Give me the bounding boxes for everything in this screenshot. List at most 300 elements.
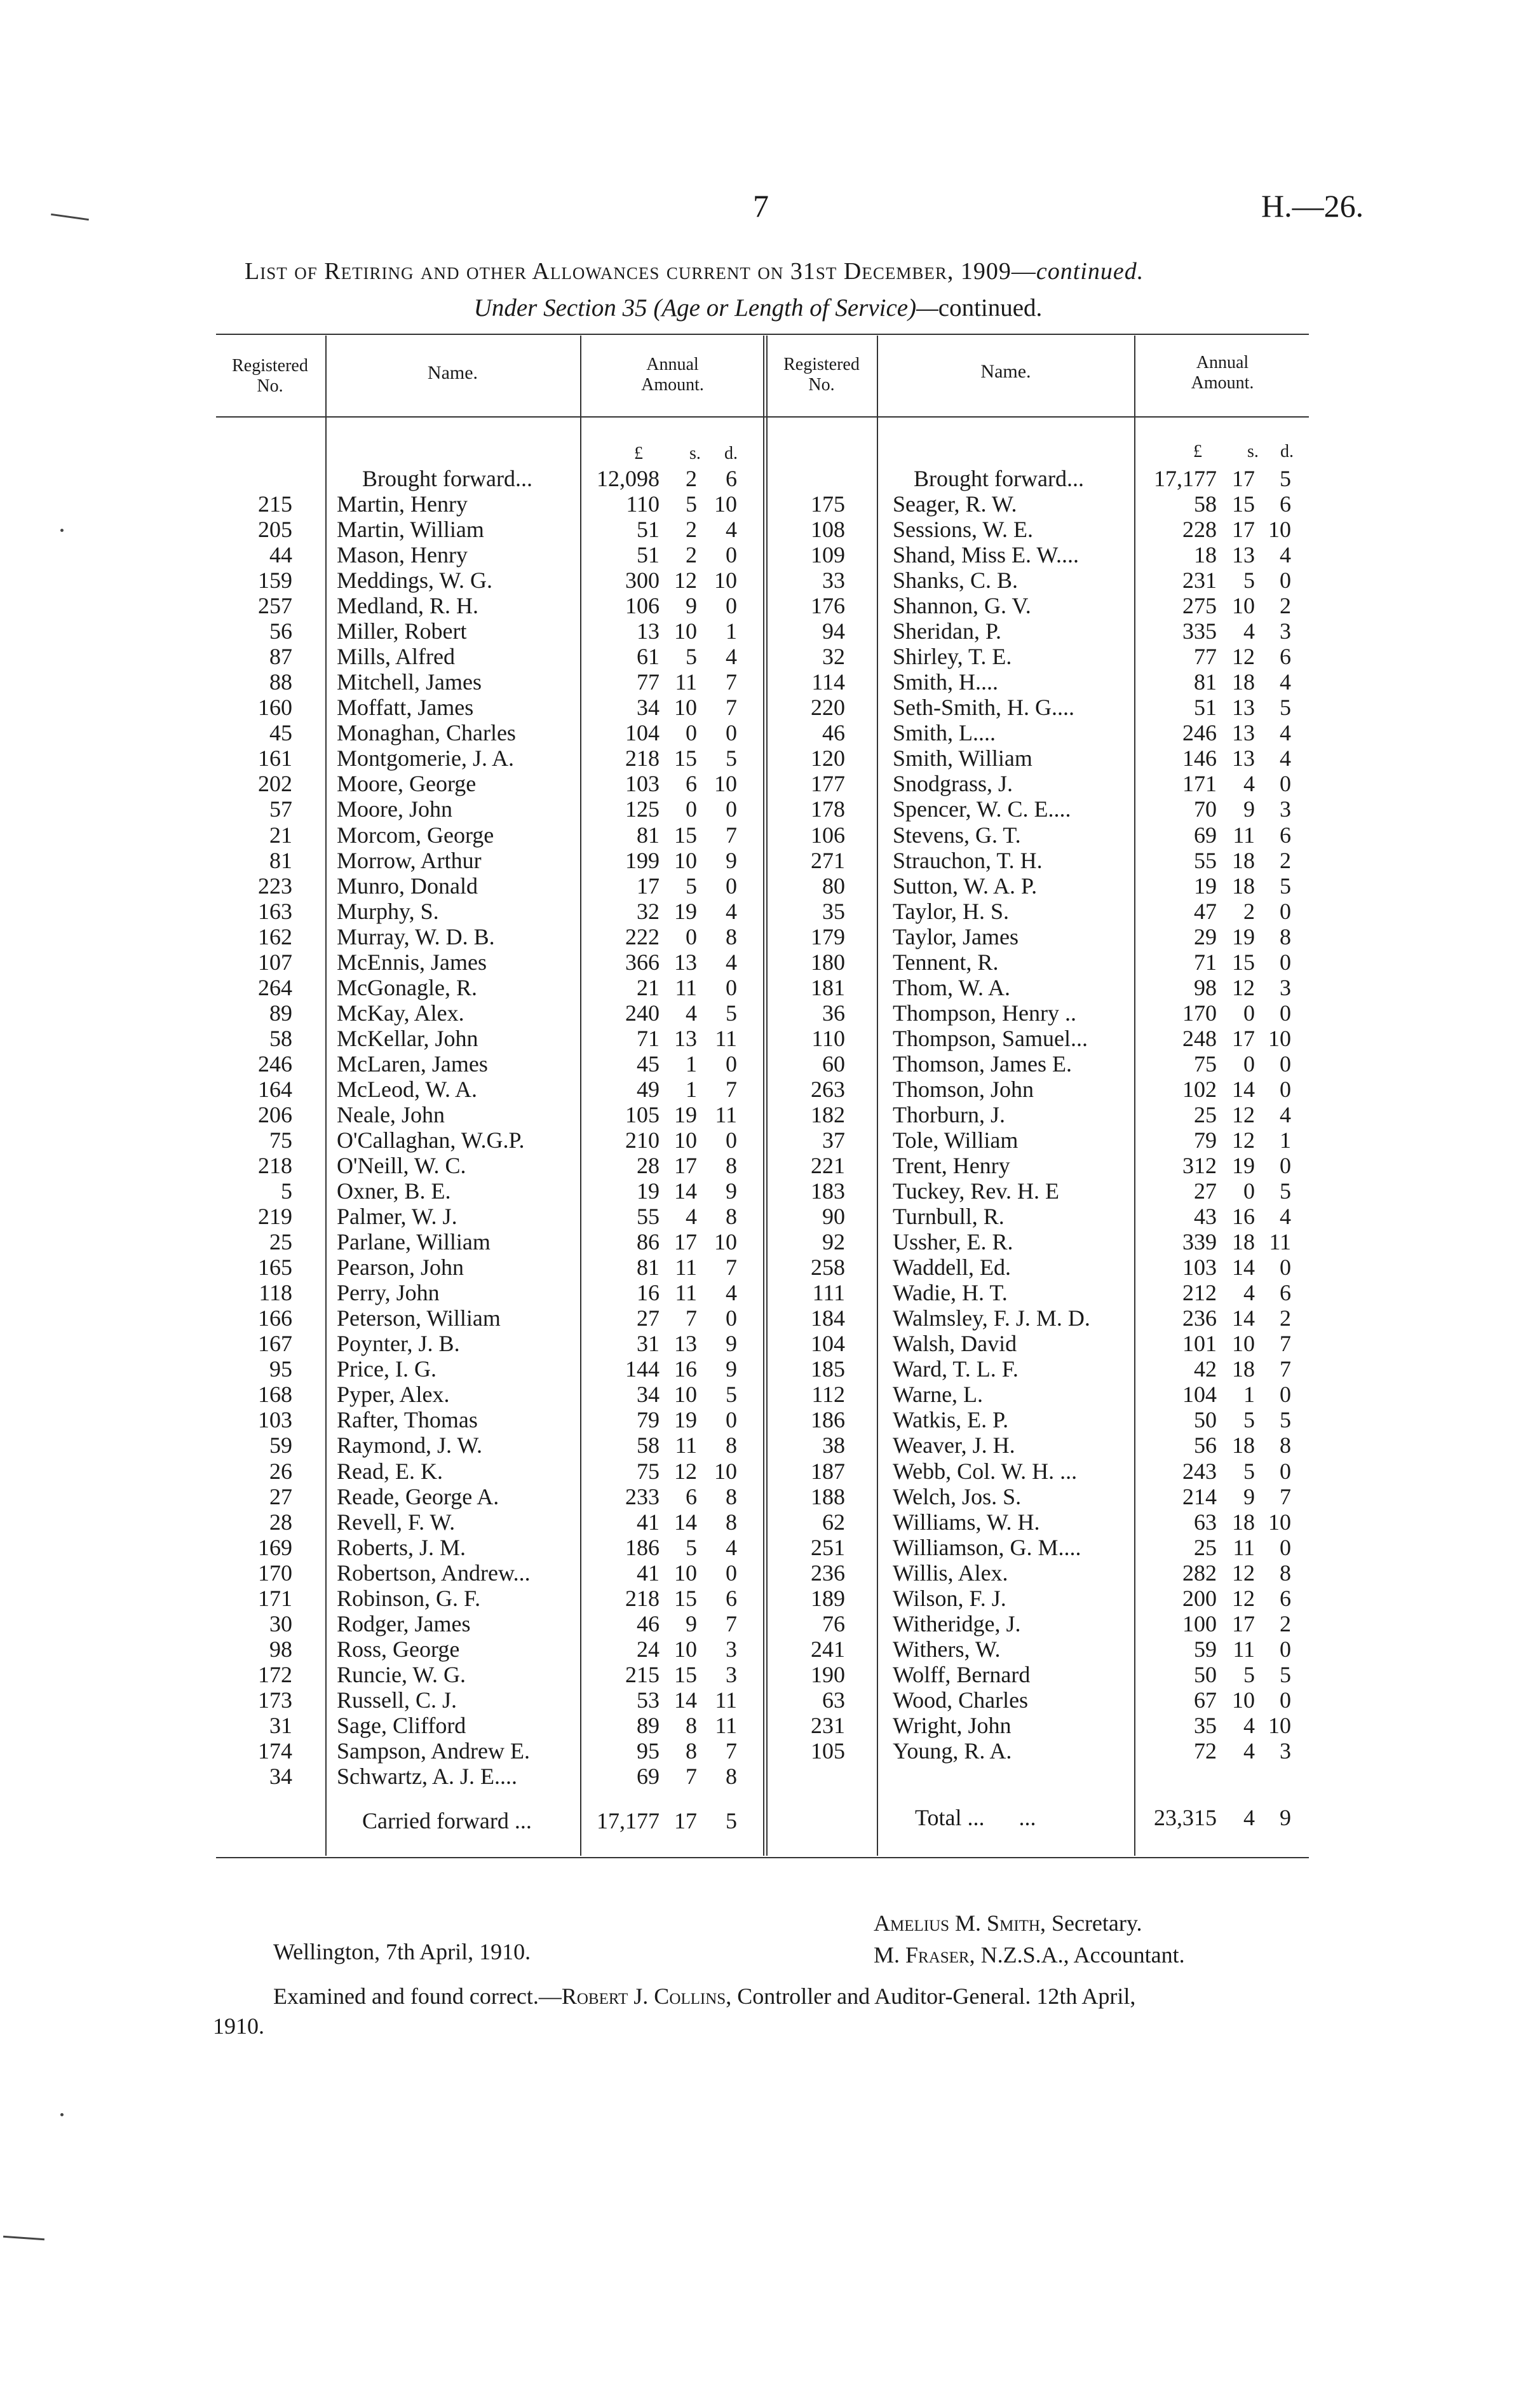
amount-pence: 6	[1280, 1585, 1291, 1611]
registered-no: 92	[822, 1229, 845, 1255]
scan-mark	[60, 529, 64, 532]
header-registered-line1: Registered	[232, 356, 308, 376]
amount-pounds: 34	[637, 1382, 660, 1408]
currency-pounds-header: £	[1193, 442, 1202, 461]
amount-pence: 0	[1280, 771, 1291, 797]
amount-shillings: 0	[1243, 1000, 1255, 1026]
table-row	[0, 848, 1516, 873]
registered-no: 5	[281, 1178, 292, 1204]
amount-shillings: 5	[686, 873, 697, 899]
person-name: Ward, T. L. F.	[893, 1356, 1019, 1382]
person-name: Schwartz, A. J. E....	[337, 1764, 517, 1789]
amount-pence: 5	[1280, 1661, 1291, 1687]
amount-shillings: 10	[674, 1127, 697, 1153]
amount-shillings: 10	[674, 1560, 697, 1586]
amount-pence: 0	[1280, 1076, 1291, 1102]
registered-no: 251	[811, 1534, 845, 1560]
amount-pounds: 72	[1194, 1738, 1217, 1764]
registered-no: 162	[258, 923, 292, 949]
amount-shillings: 18	[1232, 1432, 1255, 1459]
table-row	[0, 1382, 1516, 1407]
person-name: Poynter, J. B.	[337, 1331, 460, 1357]
amount-pence: 0	[726, 1560, 737, 1586]
table-row	[0, 1127, 1516, 1153]
registered-no: 174	[258, 1738, 292, 1764]
person-name: Montgomerie, J. A.	[337, 745, 514, 772]
amount-pounds: 89	[637, 1712, 660, 1738]
amount-pence: 10	[1268, 517, 1291, 543]
registered-no: 118	[259, 1280, 292, 1306]
amount-pence: 9	[1280, 1805, 1291, 1830]
registered-no: 168	[258, 1382, 292, 1408]
amount-shillings: 12	[674, 568, 697, 594]
amount-pence: 5	[726, 1000, 737, 1026]
amount-shillings: 12	[1232, 1585, 1255, 1611]
person-name: Taylor, H. S.	[893, 898, 1010, 924]
amount-pence: 0	[726, 974, 737, 1000]
table-row	[0, 1764, 1516, 1789]
registered-no: 263	[811, 1076, 845, 1102]
table-row	[0, 517, 1516, 542]
table-row	[0, 1280, 1516, 1305]
amount-shillings: 15	[674, 745, 697, 772]
person-name: McEnnis, James	[337, 949, 487, 975]
scan-mark	[60, 2113, 64, 2116]
person-name: Perry, John	[337, 1280, 440, 1306]
registered-no: 114	[811, 669, 845, 695]
amount-pence: 3	[726, 1636, 737, 1662]
amount-pence: 5	[1280, 873, 1291, 899]
amount-pence: 9	[726, 847, 737, 873]
total-label: Total ... ...	[915, 1805, 1036, 1830]
registered-no: 111	[812, 1280, 845, 1306]
amount-pence: 7	[726, 1610, 737, 1636]
amount-pounds: 58	[637, 1432, 660, 1459]
registered-no: 95	[269, 1356, 292, 1382]
registered-no: 180	[811, 949, 845, 975]
registered-no: 27	[269, 1483, 292, 1509]
amount-pence: 5	[1280, 1178, 1291, 1204]
amount-shillings: 9	[1243, 1483, 1255, 1509]
registered-no: 89	[269, 1000, 292, 1026]
examined-text: Examined and found correct.—	[273, 1983, 562, 2009]
registered-no: 108	[811, 517, 845, 543]
amount-pence: 6	[726, 466, 737, 491]
person-name: Smith, L....	[893, 720, 996, 746]
footer-examined	[273, 1983, 1135, 2010]
amount-pence: 4	[726, 517, 737, 543]
amount-pounds: 63	[1194, 1509, 1217, 1535]
person-name: Williamson, G. M....	[893, 1534, 1081, 1560]
amount-pounds: 282	[1182, 1560, 1217, 1586]
amount-pence: 0	[726, 796, 737, 822]
amount-shillings: 10	[674, 1636, 697, 1662]
amount-pence: 0	[1280, 1687, 1291, 1713]
amount-pounds: 34	[637, 695, 660, 721]
person-name: Seager, R. W.	[893, 491, 1017, 517]
person-name: Weaver, J. H.	[893, 1432, 1015, 1459]
person-name: Murphy, S.	[337, 898, 439, 924]
table-top-rule	[216, 334, 1309, 335]
registered-no: 164	[258, 1076, 292, 1102]
table-bottom-rule	[216, 1857, 1309, 1858]
person-name: Wolff, Bernard	[893, 1661, 1031, 1687]
amount-pounds: 51	[637, 542, 660, 568]
table-row	[0, 1662, 1516, 1687]
header-registered-no	[768, 355, 876, 395]
secretary-name: Amelius M. Smith,	[874, 1910, 1046, 1936]
brought-forward-row	[0, 466, 1516, 491]
amount-pence: 0	[1280, 568, 1291, 594]
amount-pence: 10	[714, 771, 737, 797]
amount-pence: 10	[714, 491, 737, 517]
secretary-title: Secretary.	[1051, 1910, 1142, 1936]
footer-secretary	[874, 1910, 1142, 1936]
amount-pence: 0	[1280, 1382, 1291, 1408]
amount-pence: 3	[1280, 1738, 1291, 1764]
registered-no: 38	[822, 1432, 845, 1459]
registered-no: 21	[269, 822, 292, 848]
table-row	[0, 644, 1516, 669]
table-row	[0, 720, 1516, 745]
registered-no: 60	[822, 1051, 845, 1077]
registered-no: 45	[269, 720, 292, 746]
amount-pence: 7	[726, 1255, 737, 1281]
person-name: Mills, Alfred	[337, 644, 455, 670]
amount-pounds: 240	[625, 1000, 660, 1026]
amount-pence: 2	[1280, 847, 1291, 873]
registered-no: 202	[258, 771, 292, 797]
registered-no: 34	[269, 1764, 292, 1789]
amount-pence: 6	[1280, 822, 1291, 848]
header-registered-line2: No.	[808, 375, 835, 395]
amount-shillings: 0	[1243, 1051, 1255, 1077]
registered-no: 120	[811, 745, 845, 772]
amount-pounds: 16	[637, 1280, 660, 1306]
amount-shillings: 0	[686, 796, 697, 822]
amount-pence: 8	[1280, 923, 1291, 949]
total-row	[0, 1805, 1516, 1830]
currency-pounds-header: £	[634, 444, 643, 463]
amount-pence: 4	[726, 644, 737, 670]
person-name: Walsh, David	[893, 1331, 1017, 1357]
amount-shillings: 5	[686, 644, 697, 670]
registered-no: 179	[811, 923, 845, 949]
person-name: Revell, F. W.	[337, 1509, 456, 1535]
person-name: Thompson, Samuel...	[893, 1025, 1088, 1051]
person-name: Tole, William	[893, 1127, 1019, 1153]
person-name: Price, I. G.	[337, 1356, 437, 1382]
table-row	[0, 1000, 1516, 1026]
amount-pence: 2	[1280, 593, 1291, 619]
person-name: Thompson, Henry ..	[893, 1000, 1076, 1026]
amount-shillings: 18	[1232, 1356, 1255, 1382]
amount-pounds: 71	[1194, 949, 1217, 975]
amount-shillings: 0	[686, 720, 697, 746]
registered-no: 98	[269, 1636, 292, 1662]
registered-no: 36	[822, 1000, 845, 1026]
amount-shillings: 15	[1232, 491, 1255, 517]
table-row	[0, 771, 1516, 796]
amount-shillings: 11	[675, 974, 697, 1000]
registered-no: 205	[258, 517, 292, 543]
person-name: Thorburn, J.	[893, 1101, 1005, 1127]
header-amount-line1: Annual	[1196, 353, 1249, 372]
person-name: Raymond, J. W.	[337, 1432, 483, 1459]
registered-no: 188	[811, 1483, 845, 1509]
amount-pounds: 95	[637, 1738, 660, 1764]
amount-shillings: 7	[686, 1764, 697, 1789]
amount-pounds: 41	[637, 1509, 660, 1535]
amount-pounds: 56	[1194, 1432, 1217, 1459]
table-row	[0, 1255, 1516, 1280]
amount-pence: 4	[1280, 542, 1291, 568]
table-row	[0, 1229, 1516, 1255]
amount-shillings: 11	[1233, 1534, 1255, 1560]
person-name: Stevens, G. T.	[893, 822, 1021, 848]
registered-no: 187	[811, 1458, 845, 1484]
amount-pounds: 50	[1194, 1661, 1217, 1687]
registered-no: 170	[258, 1560, 292, 1586]
registered-no: 112	[811, 1382, 845, 1408]
amount-shillings: 16	[1232, 1204, 1255, 1230]
amount-pounds: 13	[637, 618, 660, 644]
person-name: Trent, Henry	[893, 1153, 1010, 1179]
amount-pounds: 212	[1182, 1280, 1217, 1306]
person-name: Sampson, Andrew E.	[337, 1738, 530, 1764]
registered-no: 31	[269, 1712, 292, 1738]
table-row	[0, 1102, 1516, 1127]
amount-pence: 10	[1268, 1025, 1291, 1051]
person-name: Mitchell, James	[337, 669, 482, 695]
registered-no: 167	[258, 1331, 292, 1357]
amount-pence: 6	[1280, 491, 1291, 517]
carried-forward-label: Carried forward ...	[362, 1808, 532, 1833]
amount-pence: 4	[726, 1280, 737, 1306]
amount-pence: 7	[726, 1738, 737, 1764]
amount-pounds: 58	[1194, 491, 1217, 517]
amount-shillings: 18	[1232, 873, 1255, 899]
person-name: Willis, Alex.	[893, 1560, 1008, 1586]
amount-shillings: 18	[1232, 1229, 1255, 1255]
amount-pence: 10	[714, 568, 737, 594]
amount-pence: 2	[1280, 1305, 1291, 1331]
registered-no: 258	[811, 1255, 845, 1281]
registered-no: 218	[258, 1153, 292, 1179]
amount-pence: 7	[726, 669, 737, 695]
amount-pence: 5	[726, 745, 737, 772]
person-name: Shand, Miss E. W....	[893, 542, 1079, 568]
person-name: Webb, Col. W. H. ...	[893, 1458, 1078, 1484]
person-name: Meddings, W. G.	[337, 568, 493, 594]
amount-pounds: 210	[625, 1127, 660, 1153]
amount-pence: 11	[715, 1687, 737, 1713]
amount-pence: 8	[726, 1509, 737, 1535]
person-name: Runcie, W. G.	[337, 1661, 466, 1687]
person-name: Parlane, William	[337, 1229, 491, 1255]
amount-pounds: 61	[637, 644, 660, 670]
table-row	[0, 695, 1516, 720]
registered-no: 264	[258, 974, 292, 1000]
amount-pence: 8	[726, 1764, 737, 1789]
registered-no: 236	[811, 1560, 845, 1586]
person-name: Shanks, C. B.	[893, 568, 1019, 594]
registered-no: 56	[269, 618, 292, 644]
amount-pounds: 27	[637, 1305, 660, 1331]
registered-no: 182	[811, 1101, 845, 1127]
registered-no: 105	[811, 1738, 845, 1764]
person-name: Tennent, R.	[893, 949, 999, 975]
amount-pence: 0	[1280, 898, 1291, 924]
person-name: Thomson, John	[893, 1076, 1034, 1102]
registered-no: 33	[822, 568, 845, 594]
amount-pounds: 77	[1194, 644, 1217, 670]
amount-pence: 4	[1280, 669, 1291, 695]
table-row	[0, 1407, 1516, 1432]
brought-forward-label: Brought forward...	[914, 466, 1084, 491]
amount-pence: 4	[726, 1534, 737, 1560]
table-row	[0, 924, 1516, 949]
header-annual-amount	[582, 355, 763, 395]
amount-shillings: 13	[674, 1025, 697, 1051]
amount-pounds: 51	[1194, 695, 1217, 721]
registered-no: 171	[258, 1585, 292, 1611]
amount-shillings: 19	[674, 1101, 697, 1127]
amount-shillings: 13	[1232, 745, 1255, 772]
amount-pounds: 199	[625, 847, 660, 873]
amount-shillings: 18	[1232, 669, 1255, 695]
amount-pounds: 17	[637, 873, 660, 899]
amount-pence: 11	[715, 1712, 737, 1738]
registered-no: 257	[258, 593, 292, 619]
person-name: Reade, George A.	[337, 1483, 499, 1509]
table-row	[0, 1459, 1516, 1484]
amount-shillings: 8	[686, 1712, 697, 1738]
amount-pounds: 300	[625, 568, 660, 594]
person-name: Sessions, W. E.	[893, 517, 1034, 543]
person-name: Watkis, E. P.	[893, 1407, 1009, 1433]
registered-no: 223	[258, 873, 292, 899]
amount-shillings: 13	[1232, 720, 1255, 746]
footer-examined-year: 1910.	[213, 2013, 264, 2039]
accountant-name: M. Fraser,	[874, 1942, 975, 1968]
table-row	[0, 899, 1516, 924]
amount-shillings: 11	[675, 1432, 697, 1459]
person-name: McKellar, John	[337, 1025, 478, 1051]
amount-pounds: 125	[625, 796, 660, 822]
currency-pence-header: d.	[724, 444, 738, 463]
registered-no: 185	[811, 1356, 845, 1382]
person-name: O'Callaghan, W.G.P.	[337, 1127, 525, 1153]
amount-shillings: 14	[1232, 1076, 1255, 1102]
amount-pence: 0	[1280, 1255, 1291, 1281]
amount-pence: 4	[1280, 745, 1291, 772]
amount-shillings: 10	[1232, 1687, 1255, 1713]
table-row	[0, 1178, 1516, 1204]
amount-shillings: 9	[686, 593, 697, 619]
person-name: Neale, John	[337, 1101, 445, 1127]
amount-shillings: 18	[1232, 847, 1255, 873]
person-name: Sage, Clifford	[337, 1712, 466, 1738]
amount-shillings: 14	[1232, 1255, 1255, 1281]
amount-pence: 5	[726, 1382, 737, 1408]
amount-shillings: 15	[674, 822, 697, 848]
registered-no: 35	[822, 898, 845, 924]
amount-shillings: 5	[1243, 1458, 1255, 1484]
amount-pence: 0	[726, 593, 737, 619]
amount-shillings: 6	[686, 1483, 697, 1509]
registered-no: 166	[258, 1305, 292, 1331]
currency-shillings-header: s.	[1247, 442, 1259, 461]
person-name: Seth-Smith, H. G....	[893, 695, 1075, 721]
amount-shillings: 4	[1243, 771, 1255, 797]
document-subtitle	[0, 294, 1516, 322]
person-name: Robertson, Andrew...	[337, 1560, 531, 1586]
amount-pounds: 98	[1194, 974, 1217, 1000]
amount-shillings: 12	[1232, 1560, 1255, 1586]
amount-pounds: 49	[637, 1076, 660, 1102]
registered-no: 241	[811, 1636, 845, 1662]
table-row	[0, 1484, 1516, 1509]
amount-pounds: 102	[1182, 1076, 1217, 1102]
amount-pounds: 21	[637, 974, 660, 1000]
amount-shillings: 4	[1243, 1738, 1255, 1764]
registered-no: 76	[822, 1610, 845, 1636]
amount-shillings: 11	[675, 1280, 697, 1306]
amount-pence: 10	[714, 1458, 737, 1484]
amount-pounds: 18	[1194, 542, 1217, 568]
registered-no: 181	[811, 974, 845, 1000]
registered-no: 215	[258, 491, 292, 517]
table-row	[0, 1636, 1516, 1662]
amount-pence: 0	[1280, 1636, 1291, 1662]
registered-no: 110	[811, 1025, 845, 1051]
amount-pounds: 59	[1194, 1636, 1217, 1662]
table-row	[0, 1077, 1516, 1102]
registered-no: 104	[811, 1331, 845, 1357]
amount-shillings: 11	[1233, 1636, 1255, 1662]
amount-pounds: 79	[637, 1407, 660, 1433]
person-name: McKay, Alex.	[337, 1000, 464, 1026]
table-row	[0, 568, 1516, 593]
registered-no: 184	[811, 1305, 845, 1331]
amount-pence: 0	[726, 542, 737, 568]
person-name: Mason, Henry	[337, 542, 468, 568]
person-name: Sutton, W. A. P.	[893, 873, 1038, 899]
amount-pounds: 77	[637, 669, 660, 695]
amount-pounds: 236	[1182, 1305, 1217, 1331]
footer-accountant	[874, 1942, 1185, 1968]
amount-shillings: 4	[1243, 1280, 1255, 1306]
amount-pounds: 70	[1194, 796, 1217, 822]
amount-pence: 4	[1280, 1101, 1291, 1127]
table-row	[0, 949, 1516, 975]
person-name: Rodger, James	[337, 1610, 471, 1636]
table-row	[0, 1560, 1516, 1586]
amount-pounds: 17,177	[1154, 466, 1217, 491]
table-row	[0, 1509, 1516, 1535]
person-name: Pearson, John	[337, 1255, 464, 1281]
table-row	[0, 873, 1516, 899]
person-name: Martin, Henry	[337, 491, 468, 517]
amount-pounds: 41	[637, 1560, 660, 1586]
registered-no: 219	[258, 1204, 292, 1230]
amount-pounds: 71	[637, 1025, 660, 1051]
amount-shillings: 15	[674, 1661, 697, 1687]
person-name: Strauchon, T. H.	[893, 847, 1043, 873]
amount-pence: 9	[726, 1331, 737, 1357]
header-registered-line1: Registered	[783, 355, 860, 374]
